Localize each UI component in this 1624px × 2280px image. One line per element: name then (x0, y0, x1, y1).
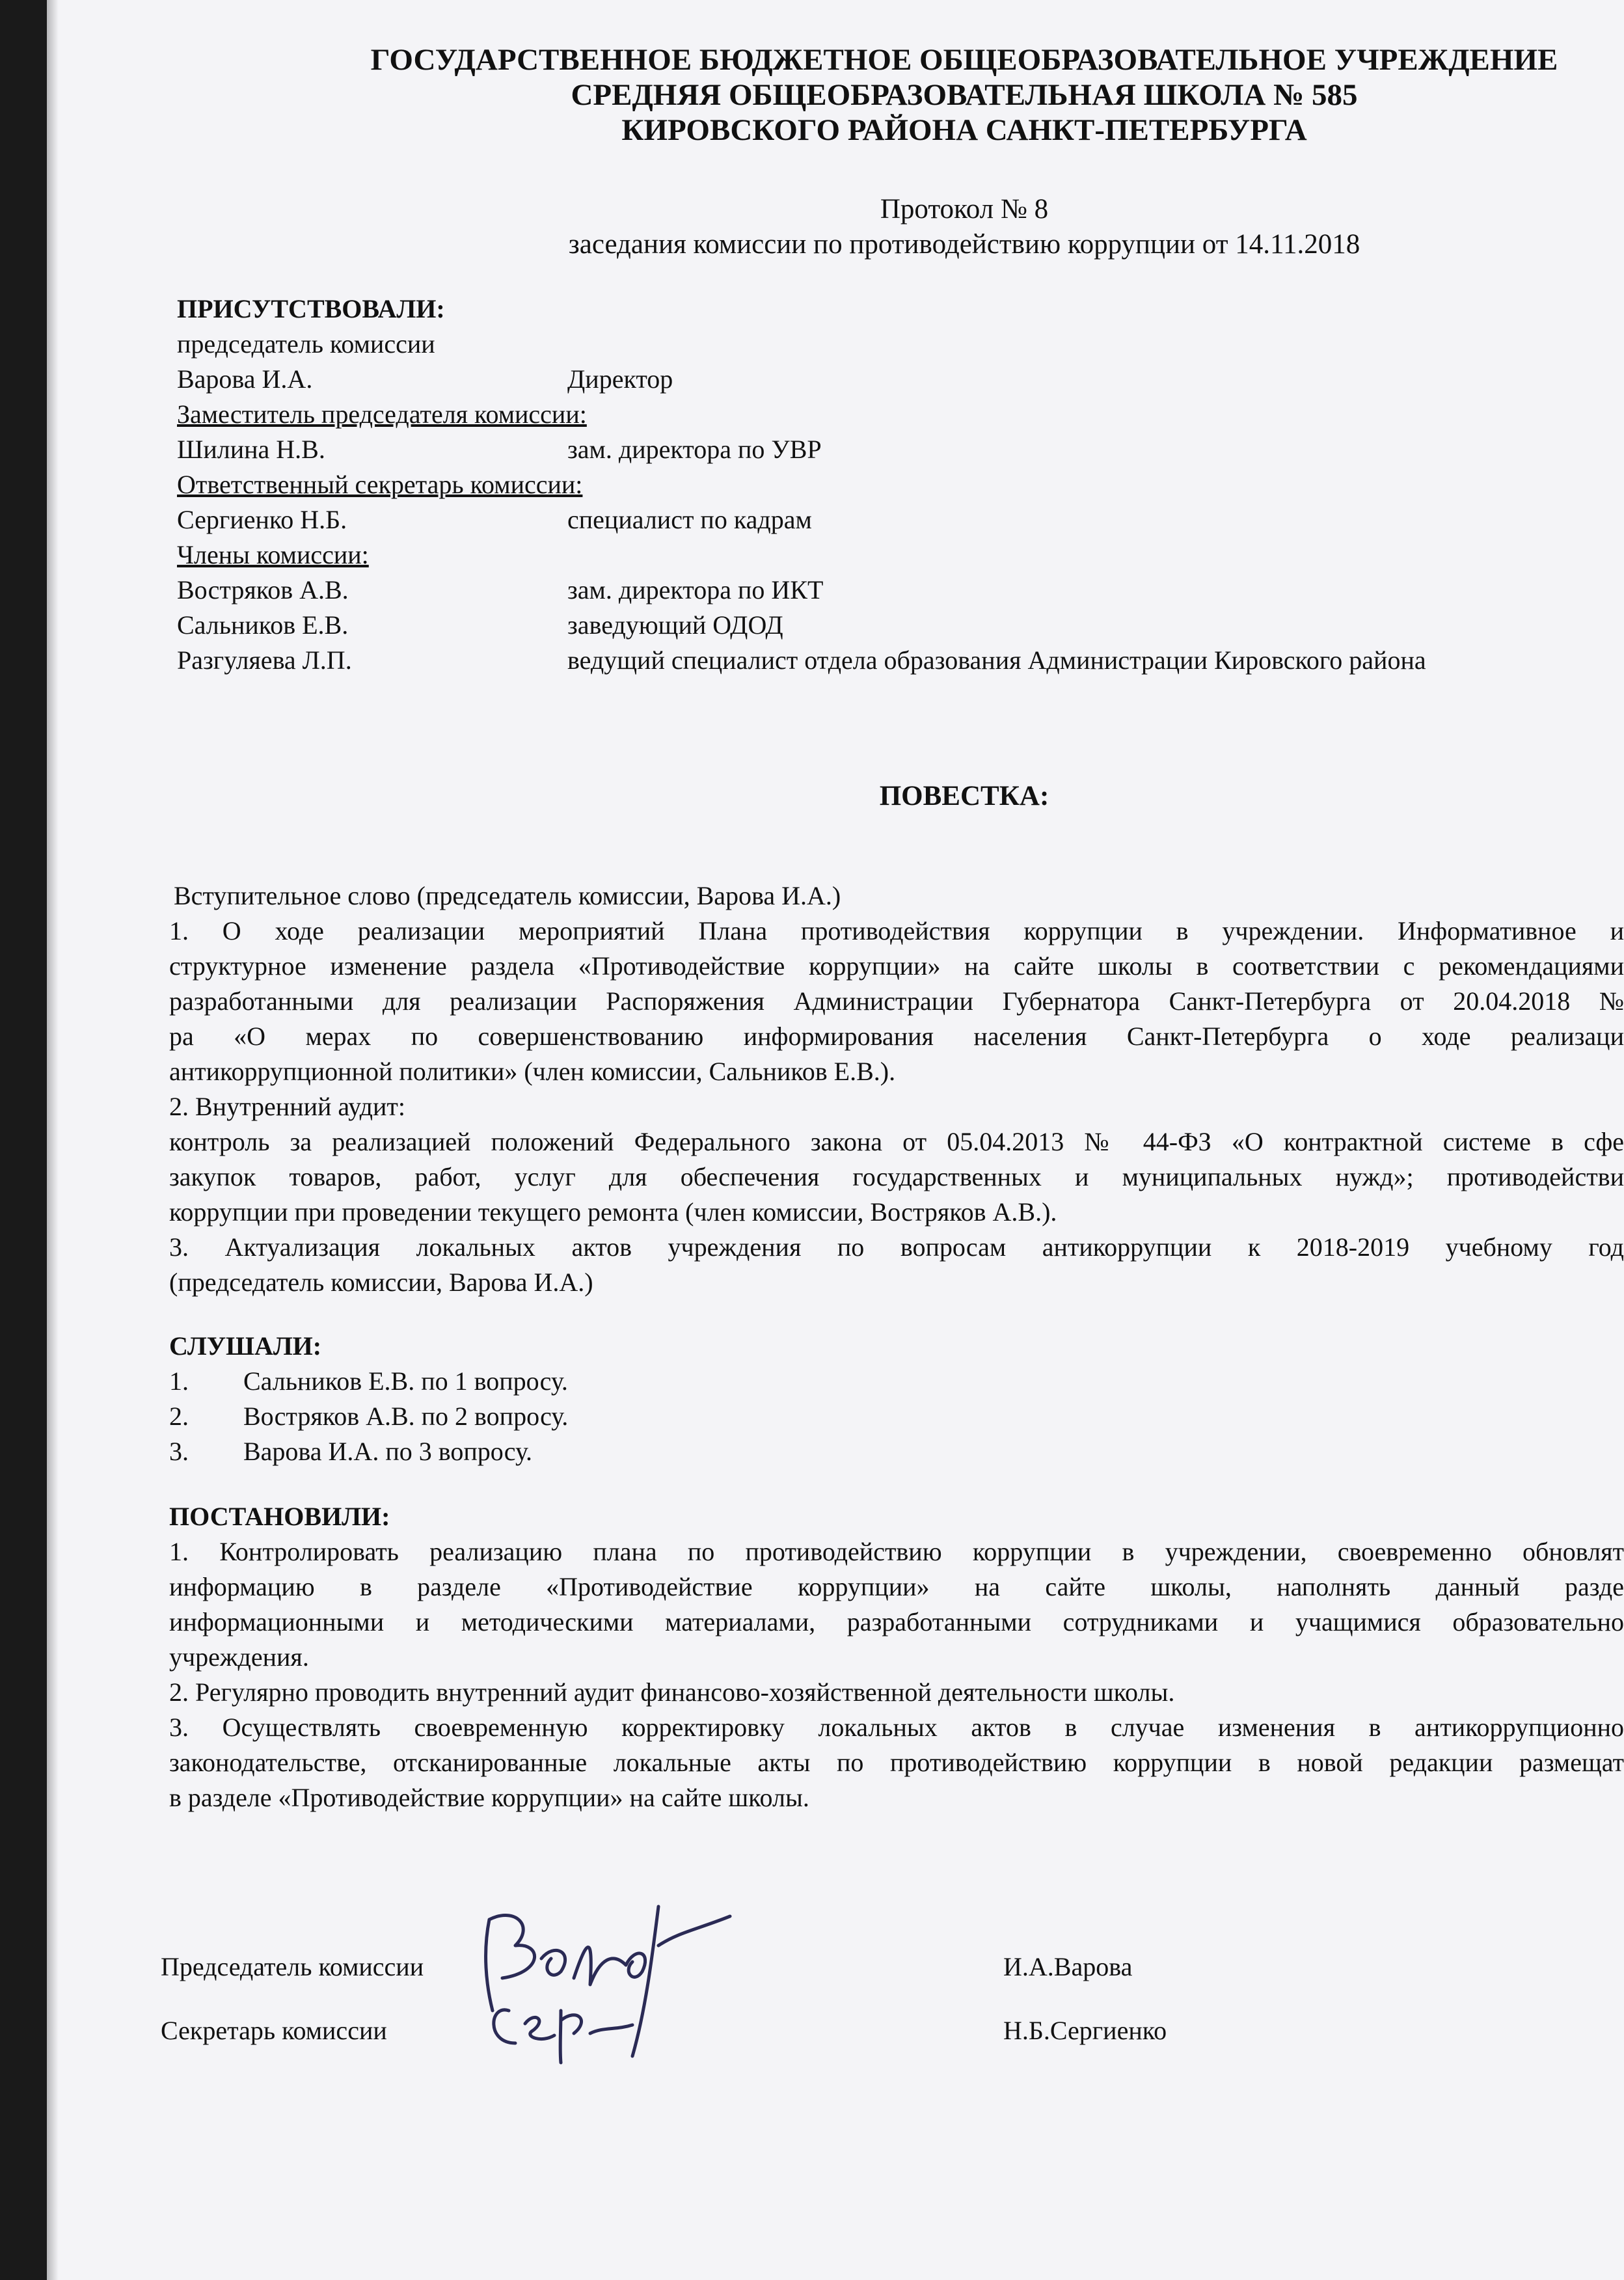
deputy-position: зам. директора по УВР (567, 435, 822, 464)
agenda-line: (председатель комиссии, Варова И.А.) (169, 1268, 593, 1297)
resolved-line: законодательстве, отсканированные локальные акты по противодействию коррупции в новой редакции размещат (169, 1748, 1624, 1777)
agenda-line: контроль за реализацией положений Федерального закона от 05.04.2013 № 44-ФЗ «О контрактной системе в сфе (169, 1127, 1624, 1156)
org-name-line-1: ГОСУДАРСТВЕННОЕ БЮДЖЕТНОЕ ОБЩЕОБРАЗОВАТЕЛЬНОЕ УЧРЕЖДЕНИЕ (370, 43, 1558, 77)
agenda-line: структурное изменение раздела «Противодействие коррупции» на сайте школы в соответствии с рекомендациями (169, 951, 1624, 981)
member-position: ведущий специалист отдела образования Администрации Кировского района (567, 645, 1426, 675)
resolved-line: учреждения. (169, 1642, 309, 1672)
chair-position: Директор (567, 364, 673, 394)
member-position: зам. директора по ИКТ (567, 575, 824, 604)
agenda-line: закупок товаров, работ, услуг для обеспечения государственных и муниципальных нужд»; противодействи (169, 1162, 1624, 1191)
heard-item-text: Сальников Е.В. по 1 вопросу. (243, 1366, 568, 1396)
resolved-line: в разделе «Противодействие коррупции» на сайте школы. (169, 1783, 809, 1812)
agenda-line: ра «О мерах по совершенствованию информирования населения Санкт-Петербурга о ходе реализаци (169, 1022, 1624, 1051)
agenda-line: 1. О ходе реализации мероприятий Плана противодействия коррупции в учреждении. Информативное и (169, 916, 1624, 945)
secretary-heading: Ответственный секретарь комиссии: (177, 470, 583, 499)
secretary-name: Сергиенко Н.Б. (177, 505, 347, 534)
heard-item-text: Востряков А.В. по 2 вопросу. (243, 1402, 569, 1431)
member-position: заведующий ОДОД (567, 610, 783, 640)
members-heading: Члены комиссии: (177, 540, 369, 569)
scan-edge-shadow (47, 0, 59, 2280)
attendance-heading: ПРИСУТСТВОВАЛИ: (177, 294, 445, 323)
secretary-signature-stroke (494, 2010, 554, 2043)
heard-item-number: 2. (169, 1402, 189, 1431)
resolved-line: информационными и методическими материалами, разработанными сотрудниками и учащимися образовательно (169, 1607, 1624, 1636)
chair-name: Варова И.А. (177, 364, 313, 394)
document-page (47, 0, 1624, 2280)
agenda-line: 2. Внутренний аудит: (169, 1092, 405, 1121)
resolved-line: 1. Контролировать реализацию плана по противодействию коррупции в учреждении, своевременно обновлят (169, 1537, 1624, 1566)
heard-item-number: 3. (169, 1437, 189, 1466)
secretary-signature-stroke (560, 2011, 581, 2063)
resolved-heading: ПОСТАНОВИЛИ: (169, 1502, 390, 1531)
protocol-title: Протокол № 8 (880, 194, 1049, 224)
resolved-line: информацию в разделе «Противодействие коррупции» на сайте школы, наполнять данный разде (169, 1572, 1624, 1601)
agenda-line: разработанными для реализации Распоряжения Администрации Губернатора Санкт-Петербурга от 20.04.2018 № (169, 986, 1624, 1016)
chair-signature-name: И.А.Варова (1003, 1952, 1133, 1981)
resolved-line: 2. Регулярно проводить внутренний аудит финансово-хозяйственной деятельности школы. (169, 1677, 1175, 1707)
agenda-line: 3. Актуализация локальных актов учреждения по вопросам антикоррупции к 2018-2019 учебному год (169, 1232, 1624, 1262)
heard-item-text: Варова И.А. по 3 вопросу. (243, 1437, 532, 1466)
chair-signature-stroke (541, 1950, 565, 1975)
secretary-signature-label: Секретарь комиссии (161, 2016, 387, 2045)
handwritten-signatures (463, 1880, 737, 2069)
chair-signature-stroke (626, 1953, 645, 1977)
chair-signature-stroke (486, 1916, 535, 2011)
deputy-name: Шилина Н.В. (177, 435, 325, 464)
chair-role: председатель комиссии (177, 329, 435, 359)
heard-heading: СЛУШАЛИ: (169, 1331, 322, 1361)
agenda-line: антикоррупционной политики» (член комиссии, Сальников Е.В.). (169, 1057, 896, 1086)
member-name: Сальников Е.В. (177, 610, 349, 640)
agenda-heading: ПОВЕСТКА: (879, 781, 1049, 811)
agenda-intro: Вступительное слово (председатель комиссии, Варова И.А.) (174, 881, 841, 910)
chair-signature-stroke (632, 1907, 658, 2056)
agenda-line: коррупции при проведении текущего ремонта (член комиссии, Востряков А.В.). (169, 1197, 1057, 1227)
secretary-signature-name: Н.Б.Сергиенко (1003, 2016, 1167, 2045)
deputy-heading: Заместитель председателя комиссии: (177, 400, 587, 429)
chair-signature-stroke (574, 1948, 626, 1985)
org-name-line-2: СРЕДНЯЯ ОБЩЕОБРАЗОВАТЕЛЬНАЯ ШКОЛА № 585 (571, 78, 1358, 112)
resolved-line: 3. Осуществлять своевременную корректировку локальных актов в случае изменения в антикоррупционно (169, 1713, 1624, 1742)
chair-signature-label: Председатель комиссии (161, 1952, 424, 1981)
member-name: Разгуляева Л.П. (177, 645, 352, 675)
secretary-signature-stroke (590, 2025, 632, 2033)
secretary-position: специалист по кадрам (567, 505, 812, 534)
org-name-line-3: КИРОВСКОГО РАЙОНА САНКТ-ПЕТЕРБУРГА (621, 113, 1307, 147)
heard-item-number: 1. (169, 1366, 189, 1396)
member-name: Востряков А.В. (177, 575, 349, 604)
protocol-subtitle: заседания комиссии по противодействию коррупции от 14.11.2018 (568, 229, 1360, 260)
chair-signature-stroke (658, 1916, 730, 1946)
